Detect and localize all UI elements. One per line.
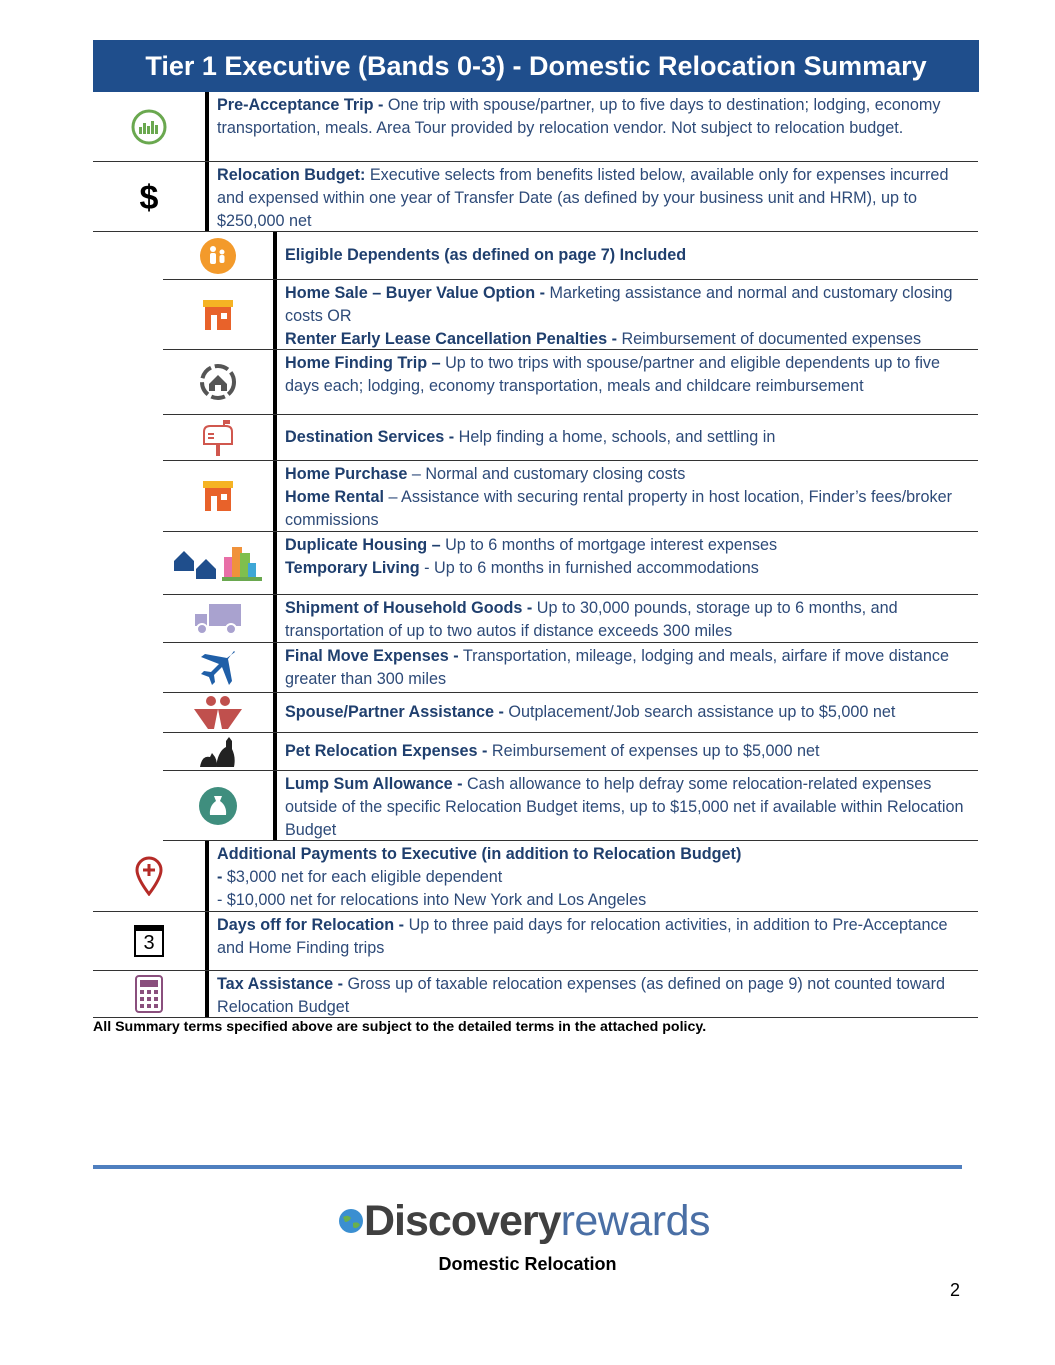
home-sale-text: Marketing assistance and normal and customary closing costs OR	[285, 284, 953, 325]
final-move-text: Transportation, mileage, lodging and meals, airfare if move distance greater than 300 miles	[285, 647, 950, 688]
tax-assistance-row	[93, 971, 978, 1018]
destination-services-label: Destination Services -	[285, 428, 455, 446]
airplane-icon	[163, 643, 277, 692]
shipment-row	[163, 595, 978, 643]
shipment-text: Up to 30,000 pounds, storage up to 6 months, and transportation of up to two autos if distance exceeds 300 miles	[285, 599, 898, 640]
footer-rule	[93, 1165, 962, 1169]
location-pin-plus-icon	[93, 841, 209, 911]
destination-services-row	[163, 415, 978, 461]
days-off-row	[93, 912, 978, 971]
duplicate-housing-text: Up to 6 months of mortgage interest expenses	[440, 536, 778, 554]
renter-lease-label: Renter Early Lease Cancellation Penalties -	[285, 330, 617, 348]
footer-title: Domestic Relocation	[438, 1254, 617, 1274]
spouse-partner-row	[163, 693, 978, 733]
moving-truck-icon	[163, 595, 277, 642]
couple-icon	[163, 693, 277, 732]
eligible-dependents-row	[163, 232, 978, 280]
additional-payments-item-1: $3,000 net for each eligible dependent	[222, 868, 503, 886]
pet-relocation-row	[163, 733, 978, 771]
additional-payments-dash: -	[217, 868, 223, 886]
tax-assistance-text: Gross up of taxable relocation expenses (as defined on page 9) not counted toward Relocation Budget	[217, 975, 945, 1016]
lump-sum-row	[163, 771, 978, 841]
relocation-budget-text: Executive selects from benefits listed below, available only for expenses incurred and expensed within one year of Transfer Date (as defined by your business unit and HRM), up to $250,000 net	[217, 166, 949, 230]
pet-relocation-text: Reimbursement of expenses up to $5,000 net	[487, 742, 820, 760]
svg-text:$: $	[139, 179, 159, 214]
mailbox-icon	[163, 415, 277, 460]
lump-sum-text: Cash allowance to help defray some relocation-related expenses outside of the specific Relocation Budget items, up to $15,000 net if available within Relocation Budget	[285, 775, 964, 839]
destination-services-text: Help finding a home, schools, and settling in	[454, 428, 776, 446]
calculator-icon	[93, 971, 209, 1017]
pre-acceptance-row	[93, 92, 978, 162]
logo-text-discovery: Discovery	[364, 1196, 561, 1245]
days-off-text: Up to three paid days for relocation activities, in addition to Pre-Acceptance and Home Finding trips	[217, 916, 948, 957]
temporary-living-text: - Up to 6 months in furnished accommodations	[419, 559, 759, 577]
calendar-icon	[93, 912, 209, 970]
additional-payments-label: Additional Payments to Executive (in addition to Relocation Budget)	[217, 845, 742, 863]
tax-assistance-label: Tax Assistance -	[217, 975, 343, 993]
home-purchase-label: Home Purchase	[285, 465, 408, 483]
home-finding-row	[163, 350, 978, 415]
duplicate-housing-label: Duplicate Housing –	[285, 536, 441, 554]
additional-payments-item-2: - $10,000 net for relocations into New York and Los Angeles	[217, 891, 647, 909]
days-off-label: Days off for Relocation -	[217, 916, 405, 934]
discovery-rewards-logo	[338, 1196, 710, 1246]
home-sale-label: Home Sale – Buyer Value Option -	[285, 284, 545, 302]
dollar-icon	[93, 162, 209, 231]
spouse-partner-label: Spouse/Partner Assistance -	[285, 703, 504, 721]
pet-relocation-label: Pet Relocation Expenses -	[285, 742, 488, 760]
home-finding-label: Home Finding Trip –	[285, 354, 441, 372]
lump-sum-label: Lump Sum Allowance -	[285, 775, 463, 793]
home-search-icon	[163, 350, 277, 414]
home-purchase-text: – Normal and customary closing costs	[407, 465, 686, 483]
spouse-partner-text: Outplacement/Job search assistance up to $5,000 net	[503, 703, 896, 721]
renter-lease-text: Reimbursement of documented expenses	[616, 330, 922, 348]
money-bag-icon	[163, 771, 277, 840]
home-purchase-row	[163, 461, 978, 532]
relocation-budget-row	[93, 162, 978, 232]
home-finding-text: Up to two trips with spouse/partner and eligible dependents up to five days each; lodging, economy transportation, meals and childcare reimbursement	[285, 354, 941, 395]
pets-icon	[163, 733, 277, 770]
houses-buildings-icon	[163, 532, 277, 594]
duplicate-housing-row	[163, 532, 978, 595]
policy-footnote: All Summary terms specified above are subject to the detailed terms in the attached policy.	[93, 1019, 707, 1035]
relocation-budget-label: Relocation Budget:	[217, 166, 366, 184]
city-skyline-icon	[93, 92, 209, 161]
additional-payments-row	[93, 841, 978, 912]
page-number: 2	[950, 1280, 961, 1300]
eligible-dependents-label: Eligible Dependents (as defined on page 7) Included	[285, 246, 687, 264]
house-icon	[163, 461, 277, 531]
house-icon	[163, 280, 277, 349]
pre-acceptance-text: One trip with spouse/partner, up to five days to destination; lodging, economy transportation, meals. Area Tour provided by relocation vendor. Not subject to relocation budget.	[217, 96, 941, 137]
calendar-number: 3	[143, 932, 155, 954]
home-rental-label: Home Rental	[285, 488, 384, 506]
shipment-label: Shipment of Household Goods -	[285, 599, 533, 617]
home-rental-text: – Assistance with securing rental property in host location, Finder’s fees/broker commissions	[285, 488, 953, 529]
family-icon	[163, 232, 277, 279]
temporary-living-label: Temporary Living	[285, 559, 420, 577]
final-move-label: Final Move Expenses -	[285, 647, 459, 665]
home-sale-row	[163, 280, 978, 350]
pre-acceptance-label: Pre-Acceptance Trip -	[217, 96, 384, 114]
page-banner-title: Tier 1 Executive (Bands 0-3) - Domestic Relocation Summary	[93, 40, 979, 92]
globe-icon	[338, 1208, 364, 1234]
final-move-row	[163, 643, 978, 693]
logo-text-rewards: rewards	[560, 1196, 711, 1245]
